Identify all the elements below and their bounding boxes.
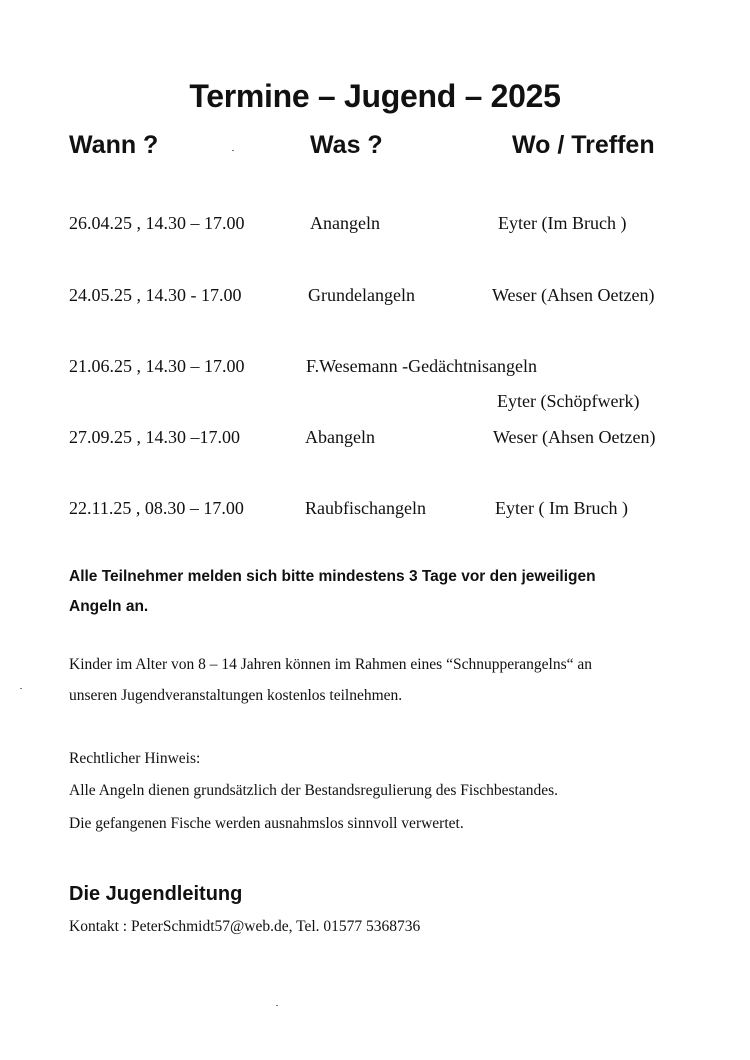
event-location: Eyter (Schöpfwerk) xyxy=(497,391,640,411)
legal-notice-line: Die gefangenen Fische werden ausnahmslos sinnvoll verwertet. xyxy=(69,815,464,832)
column-header-what: Was ? xyxy=(310,131,383,159)
event-location: Eyter (Im Bruch ) xyxy=(498,213,627,233)
children-info-line: unseren Jugendveranstaltungen kostenlos teilnehmen. xyxy=(69,687,403,704)
children-info-line: Kinder im Alter von 8 – 14 Jahren können im Rahmen eines “Schnupperangelns“ an xyxy=(69,656,592,673)
event-date-time: 21.06.25 , 14.30 – 17.00 xyxy=(69,356,245,376)
page-title: Termine – Jugend – 2025 xyxy=(189,78,561,114)
event-name: Grundelangeln xyxy=(308,285,415,305)
legal-notice-line: Alle Angeln dienen grundsätzlich der Bestandsregulierung des Fischbestandes. xyxy=(69,782,558,799)
registration-notice-line: Alle Teilnehmer melden sich bitte mindestens 3 Tage vor den jeweiligen xyxy=(69,568,596,585)
event-date-time: 26.04.25 , 14.30 – 17.00 xyxy=(69,213,245,233)
event-date-time: 22.11.25 , 08.30 – 17.00 xyxy=(69,498,244,518)
event-name: Raubfischangeln xyxy=(305,498,426,518)
event-location: Weser (Ahsen Oetzen) xyxy=(492,285,655,305)
scan-speck xyxy=(276,1005,278,1006)
event-name: Anangeln xyxy=(310,213,380,233)
legal-notice-heading: Rechtlicher Hinweis: xyxy=(69,750,201,767)
column-header-when: Wann ? xyxy=(69,131,159,159)
event-location: Weser (Ahsen Oetzen) xyxy=(493,427,656,447)
event-location: Eyter ( Im Bruch ) xyxy=(495,498,628,518)
event-name: Abangeln xyxy=(305,427,375,447)
event-name: F.Wesemann -Gedächtnisangeln xyxy=(306,356,538,376)
scan-speck xyxy=(232,150,234,151)
column-header-where: Wo / Treffen xyxy=(512,131,655,159)
signoff: Die Jugendleitung xyxy=(69,883,243,905)
event-date-time: 27.09.25 , 14.30 –17.00 xyxy=(69,427,240,447)
scan-speck xyxy=(20,688,22,689)
contact-info: Kontakt : PeterSchmidt57@web.de, Tel. 01577 5368736 xyxy=(69,918,421,935)
registration-notice-line: Angeln an. xyxy=(69,598,149,615)
event-date-time: 24.05.25 , 14.30 - 17.00 xyxy=(69,285,242,305)
